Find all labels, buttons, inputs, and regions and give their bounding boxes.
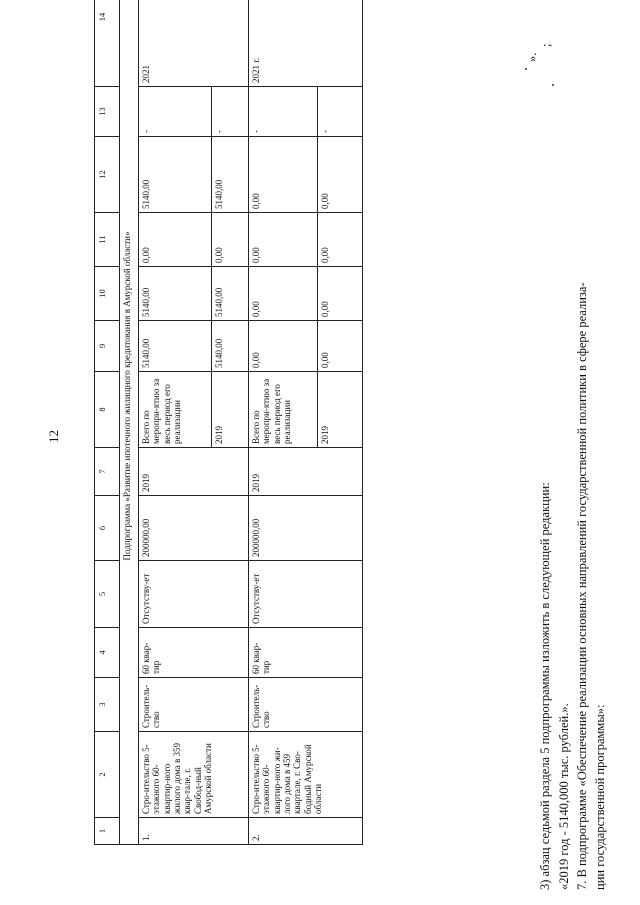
- table-row: [249, 0, 318, 845]
- paragraph-7-continued: ции государственной программы»:: [593, 704, 607, 890]
- estimated-cost: 200000,00: [139, 496, 249, 561]
- value-cell: 0,00: [318, 213, 363, 267]
- value-cell: 0,00: [249, 213, 318, 267]
- value-cell: 5140,00: [139, 321, 212, 372]
- subprogram-title: Подпрограмма «Развитие ипотечного жилищного кредитования в Амурской области»: [120, 0, 139, 845]
- value-cell: 0,00: [249, 267, 318, 321]
- value-cell: -: [212, 87, 249, 137]
- row-number: 1.: [139, 818, 249, 845]
- documentation: Отсутству-ет: [139, 561, 249, 628]
- period-cell: 2019: [318, 372, 363, 448]
- closing-semicolon: ;: [539, 43, 553, 47]
- completion-year: 2021: [139, 0, 249, 87]
- col-header: 2: [95, 732, 120, 818]
- start-year: 2019: [139, 448, 249, 496]
- value-cell: 0,00: [249, 321, 318, 372]
- paragraph-7-subprogram: 7. В подпрограмме «Обеспечение реализации основных направлений государственной политики в сфере реализа-: [575, 282, 589, 890]
- value-cell: 5140,00: [212, 137, 249, 213]
- work-type: Строитель-ство: [139, 678, 249, 732]
- value-cell: 5140,00: [139, 267, 212, 321]
- col-header: 12: [95, 137, 120, 213]
- table-row: [139, 0, 212, 845]
- col-header: 11: [95, 213, 120, 267]
- col-header: 10: [95, 267, 120, 321]
- col-header: 5: [95, 561, 120, 628]
- col-header: 6: [95, 496, 120, 561]
- work-type: Строитель-ство: [249, 678, 363, 732]
- measures-table: [94, 0, 363, 845]
- row-number: 2.: [249, 818, 363, 845]
- paragraph-3-abzac: 3) абзац седьмой раздела 5 подпрограммы изложить в следующей редакции:: [538, 482, 552, 890]
- start-year: 2019: [249, 448, 363, 496]
- col-header: 3: [95, 678, 120, 732]
- value-cell: -: [318, 87, 363, 137]
- value-cell: 5140,00: [212, 321, 249, 372]
- col-header: 14: [95, 0, 120, 87]
- rotated-table-block: [94, 12, 526, 845]
- estimated-cost: 200000,00: [249, 496, 363, 561]
- period-cell: Всего по меропри-ятию за весь период его реализации: [249, 372, 318, 448]
- closing-quote: ».: [525, 52, 539, 62]
- subprogram-row: [120, 0, 139, 845]
- col-header: 9: [95, 321, 120, 372]
- object-name: Стро-ительство 5-этажного 60-квартир-ного жилого дома в 359 квар-тале, г. Свобод-ный Амурской области: [139, 732, 249, 818]
- value-cell: 0,00: [318, 321, 363, 372]
- value-cell: 0,00: [139, 213, 212, 267]
- period-cell: 2019: [212, 372, 249, 448]
- value-cell: -: [249, 87, 318, 137]
- column-number-row: [95, 0, 120, 845]
- col-header: 1: [95, 818, 120, 845]
- object-name: Стро-ительство 5-этажного 60-квартир-ного жи-лого дома в 459 квартале, г. Сво-бодный Амурской области: [249, 732, 363, 818]
- value-cell: 0,00: [318, 137, 363, 213]
- value-cell: 0,00: [249, 137, 318, 213]
- capacity: 60 квар-тир: [139, 628, 249, 678]
- value-cell: 0,00: [318, 267, 363, 321]
- paragraph-2019-amount: «2019 год - 5140,000 тыс. рублей.».: [557, 703, 571, 890]
- scan-speck: [552, 84, 554, 86]
- documentation: Отсутству-ет: [249, 561, 363, 628]
- value-cell: 0,00: [212, 213, 249, 267]
- value-cell: -: [139, 87, 212, 137]
- completion-year: 2021 г.: [249, 0, 363, 87]
- col-header: 4: [95, 628, 120, 678]
- capacity: 60 квар-тир: [249, 628, 363, 678]
- col-header: 13: [95, 87, 120, 137]
- value-cell: 5140,00: [139, 137, 212, 213]
- page-number: 12: [46, 430, 61, 443]
- period-cell: Всего по меропри-ятию за весь период его реализации: [139, 372, 212, 448]
- value-cell: 5140,00: [212, 267, 249, 321]
- col-header: 7: [95, 448, 120, 496]
- col-header: 8: [95, 372, 120, 448]
